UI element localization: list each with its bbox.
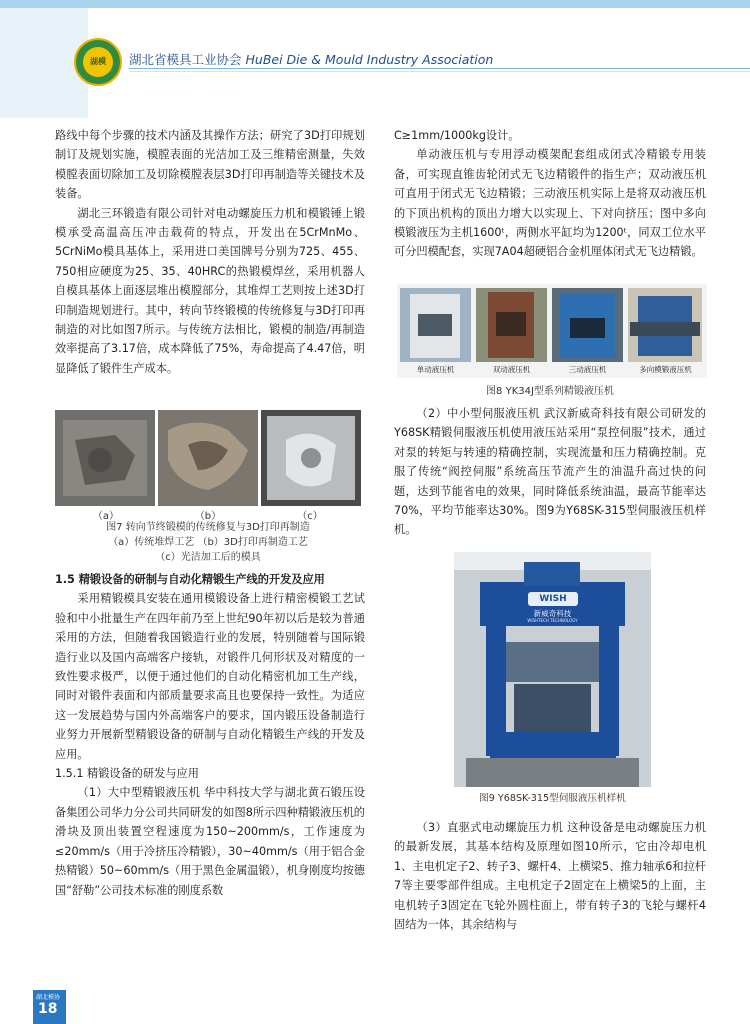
caption-line: 图7 转向节终锻模的传统修复与3D打印再制造 xyxy=(106,522,310,533)
figure-7a-photo xyxy=(55,410,155,506)
figure-7c-photo xyxy=(261,410,361,506)
figure-tag: （a） xyxy=(92,511,120,522)
fig9-brand-cn: 新威奇科技 xyxy=(533,609,572,618)
header-divider-secondary xyxy=(129,71,750,72)
footer-tab-label: 湖北模协 xyxy=(36,994,61,1001)
figure-8-photos xyxy=(397,284,707,378)
right-column-top xyxy=(394,126,706,262)
footer-page-tab xyxy=(33,990,66,1024)
figure-9-caption: 图9 Y68SK-315型伺服液压机样机 xyxy=(479,793,626,804)
figure-7b-photo xyxy=(158,410,258,506)
logo-emblem: 湖模 xyxy=(83,47,113,77)
paragraph: （1）大中型精锻液压机 华中科技大学与湖北黄石锻压设备集团公司华力分公司共同研发的如图8所示四种精锻液压机的滑块及顶出装置空程速度为150~200mm/s，工作速度为≤20mm/s（用于冷挤压冷精锻），30~40mm/s（用于铝合金热精锻）50~60mm/s（用于黑色金属温锻），机身刚度均按德国“舒勒”公司技术标准的刚度系数 xyxy=(55,786,365,897)
paragraph: （2）中小型伺服液压机 武汉新威奇科技有限公司研发的Y68SK精锻伺服液压机使用液压站采用“泵控伺服”技术，通过对泵的转矩与转速的精确控制，实现流量和压力精确控制。克服了传统“阀控伺服”系统高压节流产生的油温升高过快的问题，达到节能省电的效果，同时降低系统油温，最高节能率达70%，平均节能率达30%。图9为Y68SK-315型伺服液压机样机。 xyxy=(394,407,706,537)
figure-tag: （c） xyxy=(297,511,323,522)
section-heading: 1.5 精锻设备的研制与自动化精锻生产线的开发及应用 xyxy=(55,573,325,586)
association-logo xyxy=(74,38,122,86)
paragraph: 湖北三环锻造有限公司针对电动螺旋压力机和模锻锤上锻模承受高温高压冲击载荷的特点，开发出在5CrMnMo、5CrNiMo模具基体上，采用进口美国牌号分别为725、455、750相应硬度为25、35、40HRC的热锻模焊丝，采用机器人自模具基体上面逐层堆出模膛部分，其堆焊工艺则按上述3D打印制造规划进行。其中，转向节终锻模的传统修复与3D打印再制造的对比如图7所示。与传统方法相比，锻模的制造/再制造效率提高了3.17倍，成本降低了75%，寿命提高了4.47倍，明显降低了锻件生产成本。 xyxy=(55,206,365,375)
page-number: 18 xyxy=(38,1001,58,1017)
figure-8-label: 多向模锻液压机 xyxy=(639,365,692,374)
header-title xyxy=(129,50,493,68)
right-column-bottom xyxy=(394,818,706,934)
figure-7-photos xyxy=(55,410,361,506)
left-column-bottom xyxy=(55,570,365,900)
figure-8-caption: 图8 YK34J型系列精锻液压机 xyxy=(486,386,614,397)
figure-8-press-photo xyxy=(476,288,547,362)
fig9-brand-en: WISHTECH TECHNOLOGY xyxy=(527,618,578,623)
figure-9-photo xyxy=(454,552,651,787)
right-column-middle xyxy=(394,404,706,540)
subsection-heading: 1.5.1 精锻设备的研发与应用 xyxy=(55,767,199,781)
header-divider xyxy=(129,68,750,69)
paragraph: 路线中每个步骤的技术内涵及其操作方法；研究了3D打印规划制订及规划实施，模膛表面的光洁加工及三维精密测量，失效模膛表面切除加工及切除模膛表层3D打印再制造等关键技术及装备。 xyxy=(55,129,365,201)
paragraph: 采用精锻模具安装在通用模锻设备上进行精密模锻工艺试验和中小批量生产在四年前乃至上世纪90年初以后是较为普通采用的方法，但随着我国锻造行业的发展，特别随着与国际锻造行业以及国内高端客户接轨，对锻件几何形状及对精度的一致性要求极严，以便于通过他们的自动化精密机加工生产线，同时对锻件表面和内部质量要求高且也要保持一致性。为适应这一发展趋势与国内外高端客户的要求，国内锻压设备制造行业努力开展新型精锻设备的研制与自动化精锻生产线的开发及应用。 xyxy=(55,592,365,761)
figure-8-press-photo xyxy=(552,288,623,362)
left-column-top xyxy=(55,126,365,378)
header-top-bar xyxy=(0,0,750,8)
caption-line: （c）光洁加工后的模具 xyxy=(155,552,261,563)
paragraph: （3）直驱式电动螺旋压力机 这种设备是电动螺旋压力机的最新发展，其基本结构及原理如图10所示，它由冷却电机1、主电机定子2、转子3、螺杆4、上横梁5、推力轴承6和拉杆7等主要零部件组成。主电机定子2固定在上横梁5的上面，主电机转子3固定在飞轮外圆柱面上，带有转子3的飞轮与螺杆4固结为一体，其余结构与 xyxy=(394,821,706,932)
figure-tag: （b） xyxy=(194,511,222,522)
figure-8-label: 双动液压机 xyxy=(492,365,531,374)
figure-8-press-photo xyxy=(628,288,699,362)
header-title-en: HuBei Die & Mould Industry Association xyxy=(245,52,494,67)
caption-line: （a）传统堆焊工艺 （b）3D打印再制造工艺 xyxy=(108,537,308,548)
paragraph: 单动液压机与专用浮动模架配套组成闭式冷精锻专用装备，可实现直锥齿轮闭式无飞边精锻件的指生产；双动液压机可直用于闭式无飞边精锻；三动液压机实际上是将双动液压机的下顶出机构的顶出力增大以实现上、下对向挤压；图中多向模锻液压为主机1600ᵗ，两侧水平缸均为1200ᵗ，同双工位水平可分凹模配套，实现7A04超硬铝合金机厘体闭式无飞边精锻。 xyxy=(394,148,706,259)
paragraph: C≥1mm/1000kg设计。 xyxy=(394,129,520,142)
header-title-cn: 湖北省模具工业协会 xyxy=(129,52,242,67)
figure-8-press-photo xyxy=(400,288,471,362)
figure-7-caption xyxy=(55,520,361,565)
figure-8-label: 单动液压机 xyxy=(416,365,455,374)
figure-8-label: 三动液压机 xyxy=(568,365,607,374)
fig9-brand-badge: WISH xyxy=(528,592,578,606)
